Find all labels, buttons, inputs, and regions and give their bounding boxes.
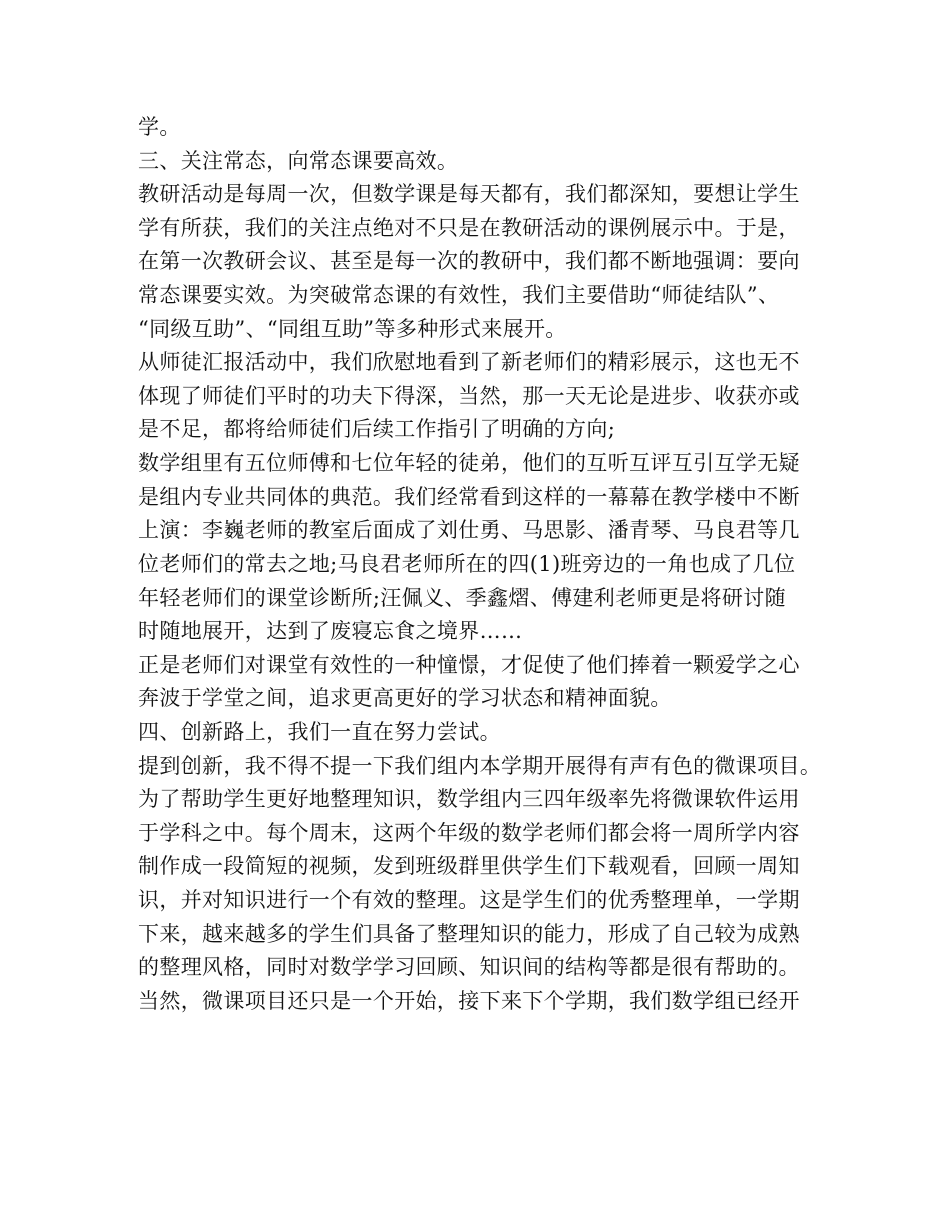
text-line: 体现了师徒们平时的功夫下得深，当然，那一天无论是进步、收获亦或	[138, 383, 800, 408]
text-line: 当然，微课项目还只是一个开始，接下来下个学期，我们数学组已经开	[138, 988, 800, 1013]
section-heading: 四、创新路上，我们一直在努力尝试。	[138, 719, 501, 744]
text-line: 的整理风格，同时对数学学习回顾、知识间的结构等都是很有帮助的。	[138, 955, 800, 980]
text-line: 正是老师们对课堂有效性的一种憧憬，才促使了他们捧着一颗爱学之心	[138, 652, 800, 677]
text-line: 数学组里有五位师傅和七位年轻的徒弟，他们的互听互评互引互学无疑	[138, 451, 800, 476]
text-line: 为了帮助学生更好地整理知识，数学组内三四年级率先将微课软件运用	[138, 787, 800, 812]
text-line: 是组内专业共同体的典范。我们经常看到这样的一幕幕在教学楼中不断	[138, 484, 800, 509]
text-line: “同级互助”、“同组互助”等多种形式来展开。	[138, 316, 567, 341]
text-line: 奔波于学堂之间，追求更高更好的学习状态和精神面貌。	[138, 686, 672, 711]
text-line: 位老师们的常去之地;马良君老师所在的四(1)班旁边的一角也成了几位	[138, 551, 796, 576]
text-line: 教研活动是每周一次，但数学课是每天都有，我们都深知，要想让学生	[138, 182, 800, 207]
text-line: 于学科之中。每个周末，这两个年级的数学老师们都会将一周所学内容	[138, 820, 800, 845]
text-line: 在第一次教研会议、甚至是每一次的教研中，我们都不断地强调：要向	[138, 249, 800, 274]
text-line: 常态课要实效。为突破常态课的有效性，我们主要借助“师徒结队”、	[138, 283, 780, 308]
text-line: 上演：李巍老师的教室后面成了刘仕勇、马思影、潘青琴、马良君等几	[138, 518, 800, 543]
section-heading: 三、关注常态，向常态课要高效。	[138, 148, 459, 173]
text-line: 是不足，都将给师徒们后续工作指引了明确的方向;	[138, 417, 616, 442]
text-line: 时随地展开，达到了废寝忘食之境界……	[138, 619, 523, 644]
text-line: 学。	[138, 115, 181, 139]
text-line: 提到创新，我不得不提一下我们组内本学期开展得有声有色的微课项目。	[138, 753, 822, 778]
text-line: 学有所获，我们的关注点绝对不只是在教研活动的课例展示中。于是，	[138, 215, 800, 240]
document-body	[138, 111, 828, 1018]
text-line: 制作成一段简短的视频，发到班级群里供学生们下载观看，回顾一周知	[138, 854, 800, 879]
text-line: 识，并对知识进行一个有效的整理。这是学生们的优秀整理单，一学期	[138, 888, 800, 913]
text-line: 年轻老师们的课堂诊断所;汪佩义、季鑫熠、傅建利老师更是将研讨随	[138, 585, 786, 610]
text-line: 下来，越来越多的学生们具备了整理知识的能力，形成了自己较为成熟	[138, 921, 800, 946]
text-line: 从师徒汇报活动中，我们欣慰地看到了新老师们的精彩展示，这也无不	[138, 350, 800, 375]
